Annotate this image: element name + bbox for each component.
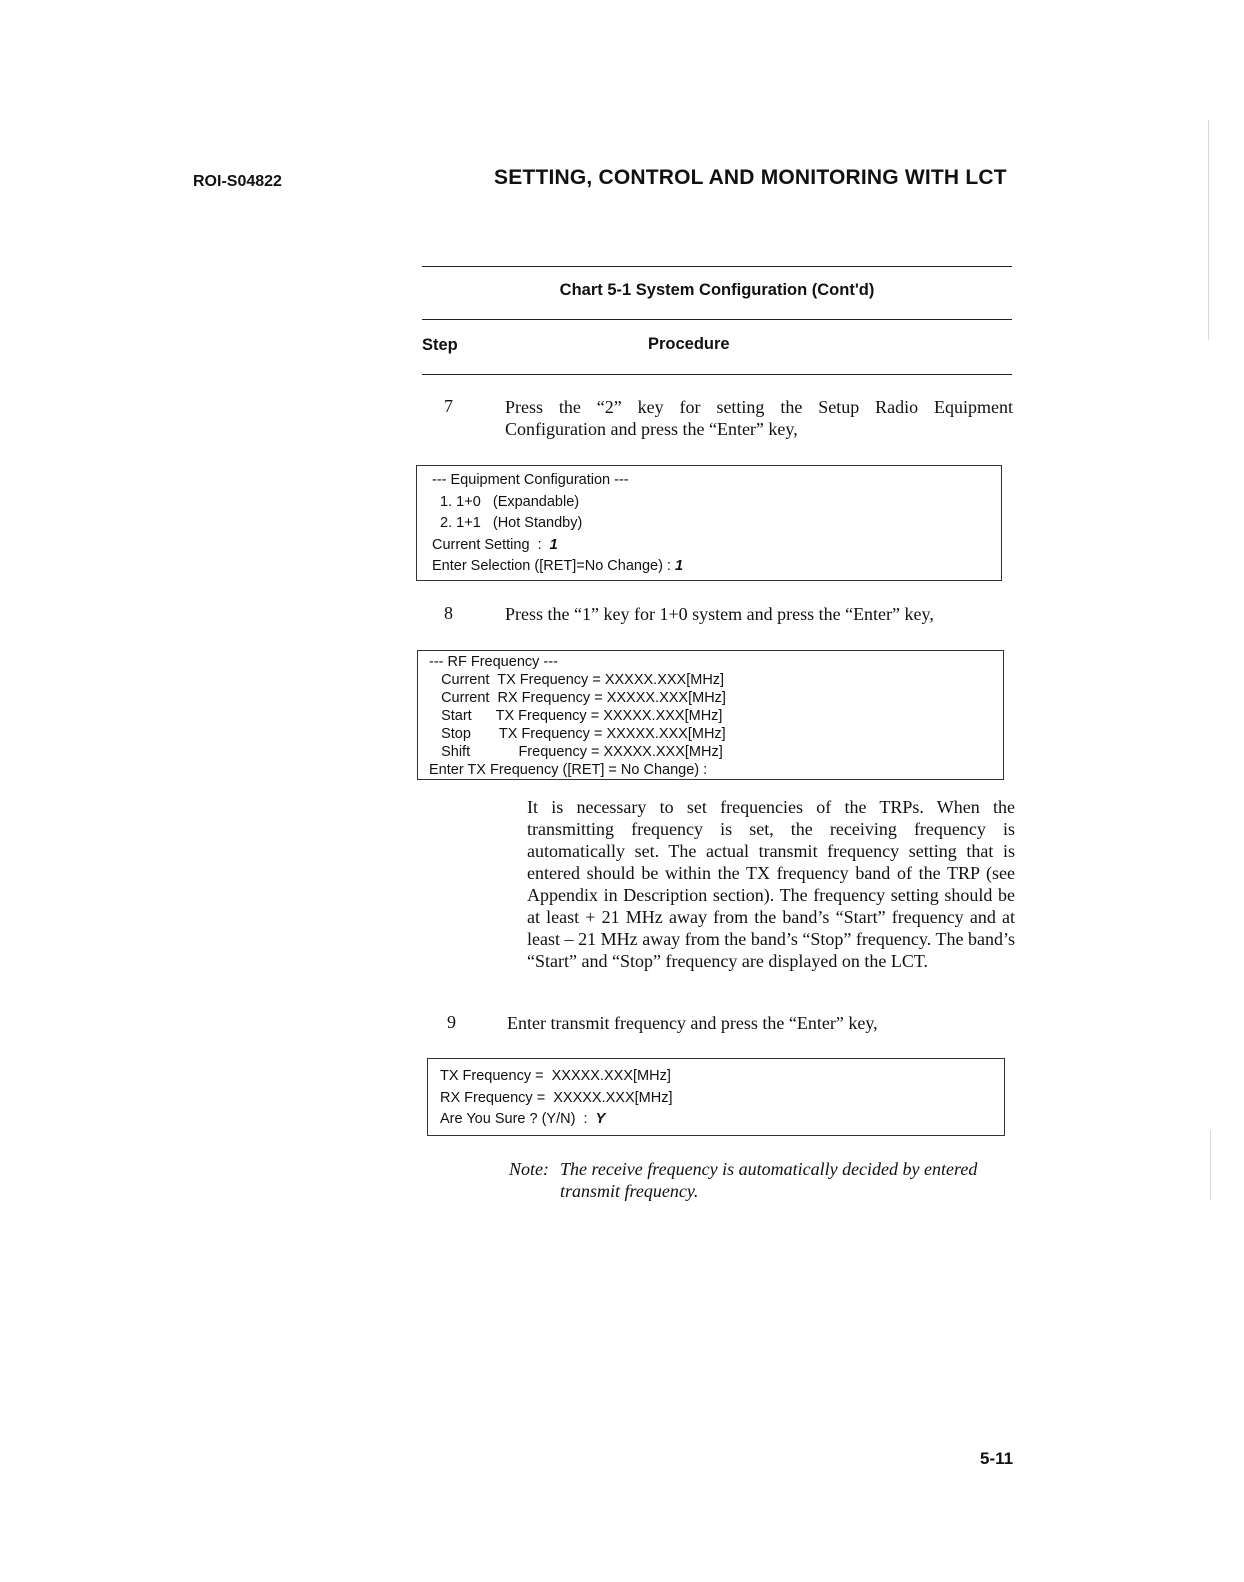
scan-margin-mark <box>1208 120 1209 340</box>
screen-line: Current TX Frequency = XXXXX.XXX[MHz] <box>429 672 725 688</box>
screen-line: Start TX Frequency = XXXXX.XXX[MHz] <box>429 708 723 724</box>
document-id: ROI-S04822 <box>193 173 282 190</box>
lct-screen-equipment-configuration <box>416 465 1002 581</box>
step-number: 8 <box>444 603 453 623</box>
screen-line: 1. 1+0 (Expandable) <box>432 493 580 510</box>
note-text-line2: transmit frequency. <box>560 1181 699 1201</box>
screen-line: Enter TX Frequency ([RET] = No Change) : <box>429 762 708 778</box>
scan-margin-mark <box>1210 1130 1211 1200</box>
entered-selection-value: 1 <box>675 558 684 574</box>
column-header-procedure: Procedure <box>648 335 730 353</box>
lct-screen-rf-frequency <box>417 650 1004 780</box>
screen-line: --- RF Frequency --- <box>429 654 558 670</box>
page-number: 5-11 <box>980 1449 1014 1468</box>
confirm-answer-value: Y <box>595 1111 606 1127</box>
screen-line: Enter Selection ([RET]=No Change) : 1 <box>432 558 684 574</box>
note-label: Note: <box>509 1159 549 1179</box>
step-number: 9 <box>447 1012 456 1032</box>
screen-line: Are You Sure ? (Y/N) : Y <box>440 1111 606 1127</box>
column-header-step: Step <box>422 336 458 354</box>
screen-line: Stop TX Frequency = XXXXX.XXX[MHz] <box>429 726 726 742</box>
screen-line: Current RX Frequency = XXXXX.XXX[MHz] <box>429 690 726 706</box>
chart-title: Chart 5-1 System Configuration (Cont'd) <box>559 281 875 299</box>
step-number: 7 <box>444 396 453 416</box>
step-text: Press the “2” key for setting the Setup Radio Equipment Configuration and press the “Enter” key, <box>505 397 1013 439</box>
screen-line: Shift Frequency = XXXXX.XXX[MHz] <box>429 744 723 760</box>
screen-line: Current Setting : 1 <box>432 536 558 553</box>
chart-body-rule <box>422 374 1012 375</box>
lct-screen-frequency-confirm <box>427 1058 1005 1136</box>
screen-line: RX Frequency = XXXXX.XXX[MHz] <box>440 1089 673 1106</box>
screen-line: --- Equipment Configuration --- <box>432 472 629 488</box>
explanation-paragraph: It is necessary to set frequencies of the TRPs. When the transmitting frequency is set, the receiving frequency is automatically set. The actual transmit frequency setting that is entered should be within the TX frequency band of the TRP (see Appendix in Description section). The frequency setting should be at least + 21 MHz away from the band’s “Start” frequency and at least – 21 MHz away from the band’s “Stop” frequency. The band’s “Start” and “Stop” frequency are displayed on the LCT. <box>527 797 1015 971</box>
chart-header-rule <box>422 319 1012 320</box>
screen-line: TX Frequency = XXXXX.XXX[MHz] <box>440 1068 671 1084</box>
note-text-line1: The receive frequency is automatically decided by entered <box>560 1159 978 1179</box>
chart-top-rule <box>422 266 1012 267</box>
running-title: SETTING, CONTROL AND MONITORING WITH LCT <box>494 166 1007 189</box>
step-text: Press the “1” key for 1+0 system and press the “Enter” key, <box>505 604 934 624</box>
screen-line: 2. 1+1 (Hot Standby) <box>432 515 583 531</box>
current-setting-value: 1 <box>549 536 558 553</box>
step-text: Enter transmit frequency and press the “Enter” key, <box>507 1013 878 1033</box>
